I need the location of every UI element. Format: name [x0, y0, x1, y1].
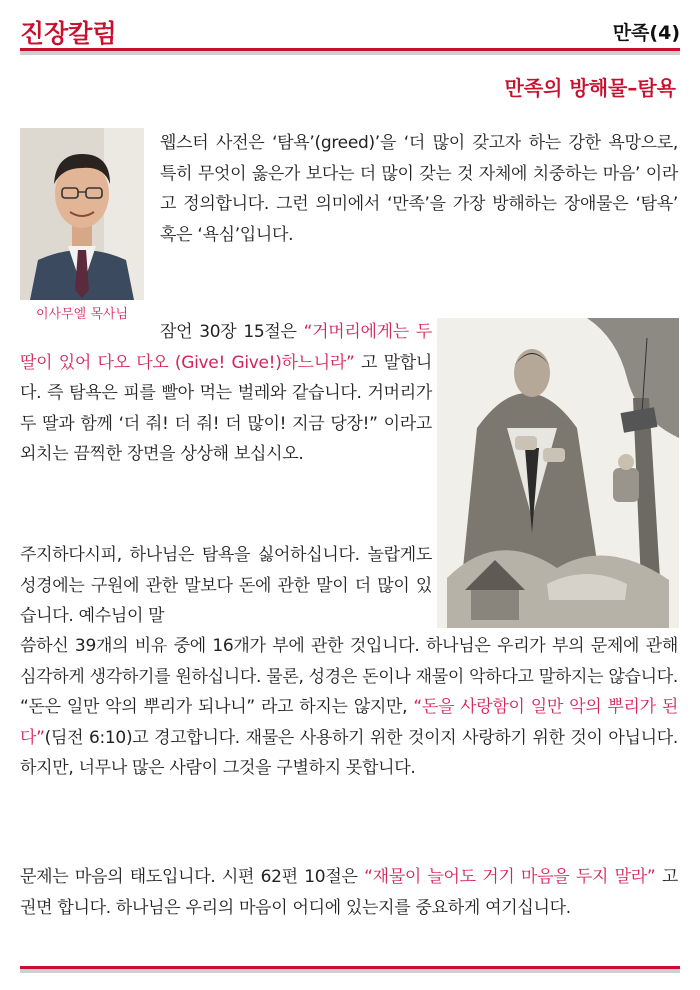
paragraph-proverbs — [20, 317, 432, 470]
paragraph-heart — [20, 862, 678, 923]
paragraph-text: 씀하신 39개의 비유 중에 16개가 부에 관한 것입니다. 하나님은 우리가 부의 문제에 관해 심각하게 생각하기를 원하십니다. 물론, 성경은 돈이나 재물이 악하다고 말하지는 않습니다. “돈은 일만 악의 뿌리가 되나니” 라고 하지는 않지만, — [20, 636, 678, 717]
paragraph-text: 고 권면 합니다. 하나님은 우리의 마음이 어디에 있는지를 중요하게 여기십니다. — [20, 867, 678, 918]
header-rule-shadow — [20, 51, 680, 55]
scripture-quote: “거머리에게는 두 딸이 있어 다오 다오 (Give! Give!)하느니라” — [20, 322, 432, 373]
footer-rule-shadow — [20, 969, 680, 973]
paragraph-text: 문제는 마음의 태도입니다. 시편 62편 10절은 — [20, 867, 365, 887]
greed-illustration — [437, 318, 679, 628]
paragraph-text: 고 말합니다. 즉 탐욕은 피를 빨아 먹는 벌레와 같습니다. 거머리가 두 딸과 함께 ‘더 줘! 더 줘! 더 많이! 지금 당장!” 이라고 외치는 끔찍한 장면을 상상해 보십시오. — [20, 352, 432, 464]
paragraph-money — [20, 631, 678, 784]
article-subtitle: 만족의 방해물–탐욕 — [504, 76, 676, 100]
photo-caption: 이사무엘 목사님 — [35, 307, 129, 322]
paragraph-definition: 웹스터 사전은 ‘탐욕’(greed)’을 ‘더 많이 갖고자 하는 강한 욕망으로, 특히 무엇이 옳은가 보다는 더 많이 갖는 것 자체에 치중하는 마음’ 이라고 정의합니다. 그런 의미에서 ‘만족’을 가장 방해하는 장애물은 ‘탐욕’ 혹은 ‘욕심’입니다. — [160, 133, 678, 245]
column-title: 진장칼럼 — [20, 19, 117, 48]
series-label: 만족(4) — [612, 22, 680, 44]
scripture-quote: “돈을 사랑함이 일만 악의 뿌리가 된다” — [20, 697, 678, 748]
author-photo — [20, 128, 144, 300]
paragraph-text: (딤전 6:10)고 경고합니다. 재물은 사용하기 위한 것이지 사랑하기 위한 것이 아닙니다. 하지만, 너무나 많은 사람이 그것을 구별하지 못합니다. — [20, 727, 678, 778]
paragraph-money-start: 주지하다시피, 하나님은 탐욕을 싫어하십니다. 놀랍게도 성경에는 구원에 관한 말보다 돈에 관한 말이 더 많이 있습니다. 예수님이 말 — [20, 545, 432, 626]
scripture-quote: “재물이 늘어도 거기 마음을 두지 말라” — [364, 867, 656, 887]
paragraph-text: 잠언 30장 15절은 — [160, 322, 304, 342]
